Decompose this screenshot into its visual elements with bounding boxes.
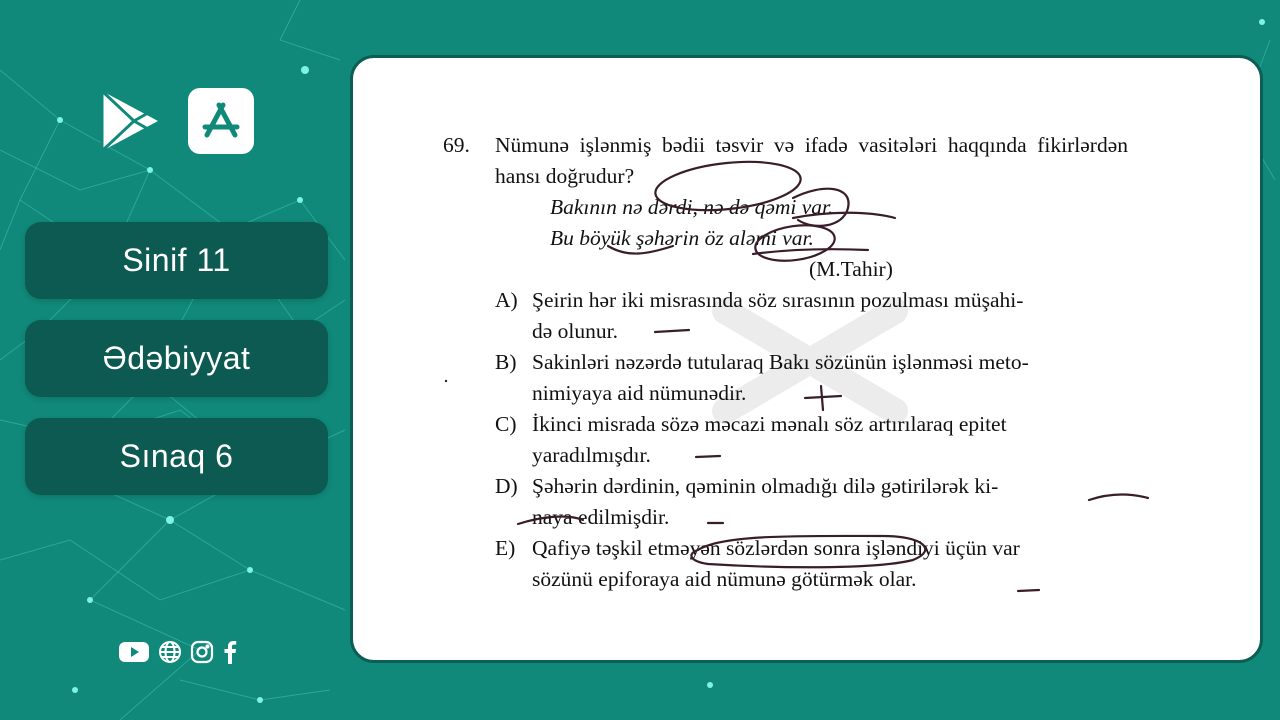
- facebook-icon[interactable]: [222, 640, 238, 664]
- question-card: [350, 55, 1263, 663]
- answer-option-d[interactable]: [443, 471, 1128, 533]
- option-letter: A): [495, 288, 518, 312]
- option-letter: C): [495, 412, 517, 436]
- test-pill: [25, 418, 328, 495]
- app-store-icon[interactable]: [188, 88, 254, 154]
- question-number: 69.: [443, 133, 470, 157]
- grade-pill: [25, 222, 328, 299]
- option-text: Şəhərin dərdinin, qəminin olmadığı dilə gətirilərək ki-: [532, 474, 999, 498]
- option-letter: D): [495, 474, 518, 498]
- option-text-cont: yaradılmışdır.: [532, 443, 651, 467]
- question-header: [443, 130, 1128, 192]
- option-letter: E): [495, 536, 516, 560]
- option-text-cont: də olunur.: [532, 319, 618, 343]
- option-text: Şeirin hər iki misrasında söz sırasının pozulması müşahi-: [532, 288, 1024, 312]
- poem-line: Bakının nə dərdi, nə də qəmi var.: [550, 195, 834, 219]
- instagram-icon[interactable]: [190, 640, 214, 664]
- globe-icon[interactable]: [158, 640, 182, 664]
- question-text: Nümunə işlənmiş bədii təsvir və ifadə vasitələri haqqında fikirlərdən hansı doğrudur?: [495, 133, 1128, 188]
- store-icons: [98, 88, 254, 154]
- google-play-icon[interactable]: [98, 88, 162, 154]
- test-label: Sınaq 6: [119, 438, 234, 474]
- poem-line: Bu böyük şəhərin öz aləmi var.: [550, 226, 814, 250]
- subject-label: Ədəbiyyat: [102, 340, 251, 376]
- option-text: Sakinləri nəzərdə tutularaq Bakı sözünün işlənməsi meto-: [532, 350, 1029, 374]
- poem-author: (M.Tahir): [809, 257, 893, 281]
- option-text-cont: naya edilmişdir.: [532, 505, 670, 529]
- question-block: [443, 130, 1128, 595]
- option-text-cont: sözünü epiforaya aid nümunə götürmək olar.: [532, 567, 917, 591]
- answer-option-c[interactable]: [443, 409, 1128, 471]
- answer-option-b[interactable]: [443, 347, 1128, 409]
- answer-option-a[interactable]: [443, 285, 1128, 347]
- social-links: [118, 640, 238, 664]
- answer-option-e[interactable]: [443, 533, 1128, 595]
- option-text-cont: nimiyaya aid nümunədir.: [532, 381, 747, 405]
- option-letter: B): [495, 350, 517, 374]
- grade-label: Sinif 11: [122, 242, 231, 278]
- youtube-icon[interactable]: [118, 640, 150, 664]
- option-text: İkinci misrada sözə məcazi mənalı söz artırılaraq epitet: [532, 412, 1007, 436]
- subject-pill: [25, 320, 328, 397]
- option-text: Qafiyə təşkil etməyən sözlərdən sonra işləndiyi üçün var: [532, 536, 1020, 560]
